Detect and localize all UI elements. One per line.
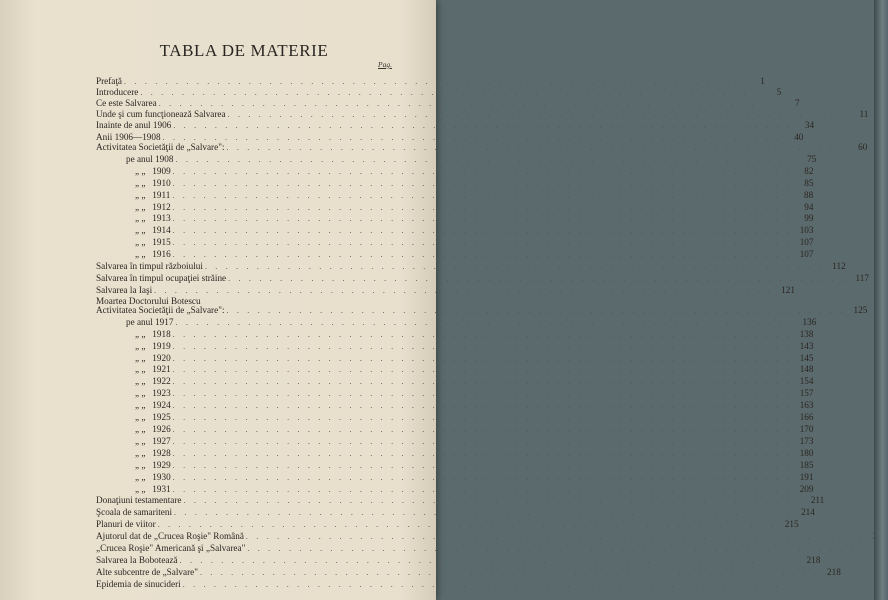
table-of-contents [96,76,869,593]
toc-entry: „ „ 1928 . . . . . . . . . . . . . . . . . . . . . . . . . . . . . . . . . . . . . . . . . . . . . . . . . . . . . . . . . . . . 180 [135,447,814,458]
toc-entry: pe anul 1917 . . . . . . . . . . . . . . . . . . . . . . . . . . . . . . . . . . . . . . . . . . . . . . . . . . . . . . . . . . . . 136 [126,316,817,327]
toc-entry: „ „ 1919 . . . . . . . . . . . . . . . . . . . . . . . . . . . . . . . . . . . . . . . . . . . . . . . . . . . . . . . . . . . . 143 [135,340,814,351]
toc-entry: Ajutorul dat de „Crucea Roşie" Română . . . . . . . . . . . . . . . . . . . . . . . . . . . . . . . . . . . . . . . . . . . . . . . . . . . . . . . . . . . . [96,531,865,542]
toc-entry: Salvarea în timpul războiului . . . . . . . . . . . . . . . . . . . . . . . . . . . . . . . . . . . . . . . . . . . . . . . . . . . . . . . . . . . . 112 [96,261,846,272]
page-title: TABLA DE MATERIE [159,41,329,60]
toc-entry: „ „ 1921 . . . . . . . . . . . . . . . . . . . . . . . . . . . . . . . . . . . . . . . . . . . . . . . . . . . . . . . . . . . . 148 [135,364,814,375]
toc-entry: „ „ 1923 . . . . . . . . . . . . . . . . . . . . . . . . . . . . . . . . . . . . . . . . . . . . . . . . . . . . . . . . . . . . 157 [135,388,814,399]
toc-entry: „ „ 1916 . . . . . . . . . . . . . . . . . . . . . . . . . . . . . . . . . . . . . . . . . . . . . . . . . . . . . . . . . . . . 107 [135,249,814,260]
toc-entry: „ „ 1912 . . . . . . . . . . . . . . . . . . . . . . . . . . . . . . . . . . . . . . . . . . . . . . . . . . . . . . . . . . . . 94 [135,201,814,212]
toc-entry: „ „ 1913 . . . . . . . . . . . . . . . . . . . . . . . . . . . . . . . . . . . . . . . . . . . . . . . . . . . . . . . . . . . . 99 [135,213,814,224]
toc-entry: Salvarea la Iaşi . . . . . . . . . . . . . . . . . . . . . . . . . . . . . . . . . . . . . . . . . . . . . . . . . . . . . . . . . . . . 121 [96,284,795,295]
toc-entry: „Crucea Roşie" Americană şi „Salvarea" . . . . . . . . . . . . . . . . . . . . . . . . . . . . . . . . . . . . . . . . . . . . . . . . . . . . . . . . . . . . [96,543,867,554]
toc-entry: Activitatea Societăţii de „Salvare": . . . . . . . . . . . . . . . . . . . . . . . . . . . . . . . . . . . . . . . . . . . . . . . . . . . . . . . . . . . . 60 [96,142,868,153]
toc-entry: „ „ 1930 . . . . . . . . . . . . . . . . . . . . . . . . . . . . . . . . . . . . . . . . . . . . . . . . . . . . . . . . . . . . 191 [135,471,814,482]
toc-entry: „ „ 1931 . . . . . . . . . . . . . . . . . . . . . . . . . . . . . . . . . . . . . . . . . . . . . . . . . . . . . . . . . . . . 209 [135,483,814,494]
toc-entry: „ „ 1910 . . . . . . . . . . . . . . . . . . . . . . . . . . . . . . . . . . . . . . . . . . . . . . . . . . . . . . . . . . . . 85 [135,177,814,188]
toc-entry: Donaţiuni testamentare . . . . . . . . . . . . . . . . . . . . . . . . . . . . . . . . . . . . . . . . . . . . . . . . . . . . . . . . . . . . 211 [96,495,825,506]
toc-entry: Epidemia de sinucideri . . . . . . . . . . . . . . . . . . . . . . . . . . . . . . . . . . . . . . . . . . . . . . . . . . . . . . . . . . . . [96,578,802,589]
toc-entry: Salvarea în timpul ocupaţiei străine . . . . . . . . . . . . . . . . . . . . . . . . . . . . . . . . . . . . . . . . . . . . . . . . . . . . . . . . . . . . 117 [96,273,869,283]
toc-entry: Moartea Doctorului Botescu [96,295,201,306]
toc-entry: „ „ 1929 . . . . . . . . . . . . . . . . . . . . . . . . . . . . . . . . . . . . . . . . . . . . . . . . . . . . . . . . . . . . 185 [135,459,814,470]
toc-entry: „ „ 1914 . . . . . . . . . . . . . . . . . . . . . . . . . . . . . . . . . . . . . . . . . . . . . . . . . . . . . . . . . . . . 103 [135,225,814,236]
toc-entry: „ „ 1909 . . . . . . . . . . . . . . . . . . . . . . . . . . . . . . . . . . . . . . . . . . . . . . . . . . . . . . . . . . . . 82 [135,165,814,176]
toc-entry: Ce este Salvarea . . . . . . . . . . . . . . . . . . . . . . . . . . . . . . . . . . . . . . . . . . . . . . . . . . . . . . . . . . . . 7 [96,97,800,108]
toc-entry: Activitatea Societăţii de „Salvare": . . . . . . . . . . . . . . . . . . . . . . . . . . . . . . . . . . . . . . . . . . . . . . . . . . . . . . . . . . . . 125 [96,305,868,316]
toc-entry: Salvarea la Bobotează . . . . . . . . . . . . . . . . . . . . . . . . . . . . . . . . . . . . . . . . . . . . . . . . . . . . . . . . . . . . 218 [96,554,821,565]
toc-entry: „ „ 1926 . . . . . . . . . . . . . . . . . . . . . . . . . . . . . . . . . . . . . . . . . . . . . . . . . . . . . . . . . . . . 170 [135,423,814,434]
toc-entry: pe anul 1908 . . . . . . . . . . . . . . . . . . . . . . . . . . . . . . . . . . . . . . . . . . . . . . . . . . . . . . . . . . . . 75 [126,153,817,164]
page-column-label: Pag. [378,60,392,69]
toc-entry: Inainte de anul 1906 . . . . . . . . . . . . . . . . . . . . . . . . . . . . . . . . . . . . . . . . . . . . . . . . . . . . . . . . . . . . 34 [96,119,815,130]
toc-entry: Şcoala de samariteni . . . . . . . . . . . . . . . . . . . . . . . . . . . . . . . . . . . . . . . . . . . . . . . . . . . . . . . . . . . . 214 [96,507,815,518]
toc-entry: Prefaţă . . . . . . . . . . . . . . . . . . . . . . . . . . . . . . . . . . . . . . . . . . . . . . . . . . . . . . . . . . . . 1 [96,76,765,86]
toc-entry: Unde şi cum funcţionează Salvarea . . . . . . . . . . . . . . . . . . . . . . . . . . . . . . . . . . . . . . . . . . . . . . . . . . . . . . . . . . . . 11 [96,108,869,119]
toc-entry: „ „ 1915 . . . . . . . . . . . . . . . . . . . . . . . . . . . . . . . . . . . . . . . . . . . . . . . . . . . . . . . . . . . . 107 [135,237,814,248]
toc-entry: „ „ 1911 . . . . . . . . . . . . . . . . . . . . . . . . . . . . . . . . . . . . . . . . . . . . . . . . . . . . . . . . . . . . 88 [135,189,814,200]
toc-entry: „ „ 1920 . . . . . . . . . . . . . . . . . . . . . . . . . . . . . . . . . . . . . . . . . . . . . . . . . . . . . . . . . . . . 145 [135,352,814,363]
book-edge [874,0,888,600]
toc-entry: „ „ 1922 . . . . . . . . . . . . . . . . . . . . . . . . . . . . . . . . . . . . . . . . . . . . . . . . . . . . . . . . . . . . 154 [135,376,814,387]
toc-entry: Introducere . . . . . . . . . . . . . . . . . . . . . . . . . . . . . . . . . . . . . . . . . . . . . . . . . . . . . . . . . . . . 5 [96,86,782,97]
toc-entry: „ „ 1924 . . . . . . . . . . . . . . . . . . . . . . . . . . . . . . . . . . . . . . . . . . . . . . . . . . . . . . . . . . . . 163 [135,400,814,411]
toc-entry: Alte subcentre de „Salvare" . . . . . . . . . . . . . . . . . . . . . . . . . . . . . . . . . . . . . . . . . . . . . . . . . . . . . . . . . . . . 218 [96,566,841,577]
toc-entry: Planuri de viitor . . . . . . . . . . . . . . . . . . . . . . . . . . . . . . . . . . . . . . . . . . . . . . . . . . . . . . . . . . . . 215 [96,519,799,530]
toc-entry: „ „ 1918 . . . . . . . . . . . . . . . . . . . . . . . . . . . . . . . . . . . . . . . . . . . . . . . . . . . . . . . . . . . . 138 [135,328,814,339]
toc-entry: Anii 1906—1908 . . . . . . . . . . . . . . . . . . . . . . . . . . . . . . . . . . . . . . . . . . . . . . . . . . . . . . . . . . . . 40 [96,131,804,142]
toc-entry: „ „ 1925 . . . . . . . . . . . . . . . . . . . . . . . . . . . . . . . . . . . . . . . . . . . . . . . . . . . . . . . . . . . . 166 [135,412,814,423]
toc-entry: „ „ 1927 . . . . . . . . . . . . . . . . . . . . . . . . . . . . . . . . . . . . . . . . . . . . . . . . . . . . . . . . . . . . 173 [135,435,814,446]
